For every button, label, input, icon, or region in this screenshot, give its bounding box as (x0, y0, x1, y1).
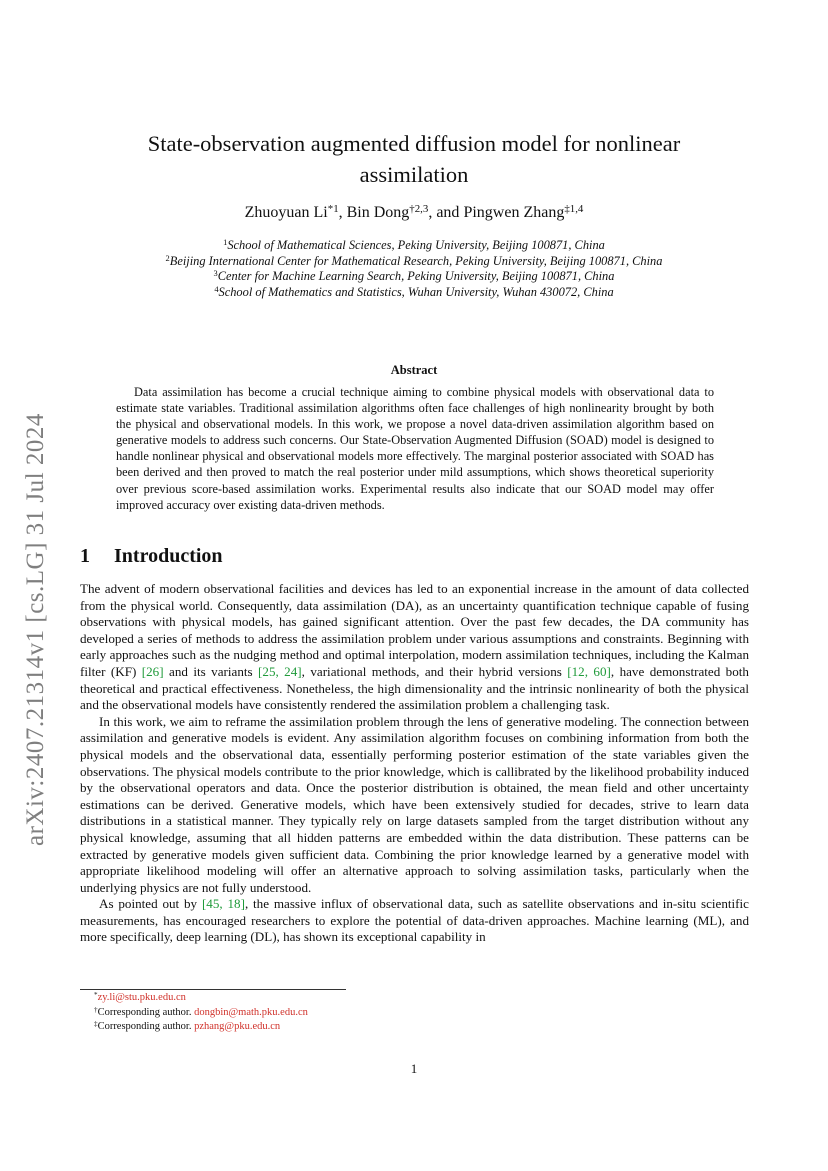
abstract-heading: Abstract (390, 363, 438, 377)
author-name: Zhuoyuan Li (244, 204, 328, 221)
title-line-1: State-observation augmented diffusion model for nonlinear (147, 131, 681, 156)
author-list (100, 204, 728, 222)
footnote-mark: * (94, 990, 98, 999)
body-text (80, 581, 749, 946)
footnotes (94, 991, 308, 1035)
paragraph: In this work, we aim to reframe the assimilation problem through the lens of generative modeling. The connection between assimilation and generative models is evident. Any assimilation algorithm focuses on combining information from both the physical models and the observational data, essentially performing posterior estimation of the state variables given the observations. The physical models contribute to the prior knowledge, which is callibrated by the likelihood probability induced by the observational operators and data. Once the posterior distribution is obtained, the mean field and other uncertainty estimations can be derived. Generative models, which have been extensively studied for decades, strive to learn data distributions in a statistical manner. They typically rely on large datasets sampled from the target distribution without any physical knowledge, assuming that all hidden patterns are embedded within the data distribution. These patterns can be extracted by generative models given sufficient data. Combining the prior knowledge learned by a generative model with appropriate likelihood modeling will offer an alternative approach to solving assimilation tasks, particularly when the underlying physics are not fully understood. (80, 713, 749, 895)
citation-link[interactable]: [12, 60] (567, 663, 611, 679)
affiliation (100, 254, 728, 270)
footnote-mark: ‡ (94, 1019, 98, 1028)
footnote (94, 1006, 308, 1021)
citation-link[interactable]: [25, 24] (258, 663, 302, 679)
author-name: Pingwen Zhang (463, 204, 565, 221)
email-link[interactable]: zy.li@stu.pku.edu.cn (97, 992, 186, 1003)
affiliation (100, 269, 728, 285)
author-name: Bin Dong (346, 204, 410, 221)
affiliation-list (100, 238, 728, 300)
citation-link[interactable]: [45, 18] (201, 896, 245, 912)
affiliation-number: 1 (223, 237, 228, 248)
abstract-text: Data assimilation has become a crucial technique aiming to combine physical models with observational data to estimate state variables. Traditional assimilation algorithms often face challenges of high nonlinearity brought by both the physical and observational models. In this work, we propose a novel data-driven assimilation algorithm based on generative models to address such concerns. Our State-Observation Augmented Diffusion (SOAD) model is designed to handle nonlinear physical and observational models more effectively. The marginal posterior associated with SOAD has been derived and then proved to match the real posterior under mild assumptions, which shows theoretical superiority over previous score-based assimilation works. Experimental results also indicate that our SOAD model may offer improved accuracy over existing data-driven methods. (116, 385, 714, 512)
affiliation-text: Center for Machine Learning Search, Peking University, Beijing 100871, China (217, 269, 615, 284)
author-marks: *1 (327, 203, 339, 216)
affiliation-text: School of Mathematical Sciences, Peking University, Beijing 100871, China (227, 238, 605, 252)
footnote (94, 1020, 308, 1035)
footnote-text: Corresponding author. (97, 1021, 195, 1033)
footnote-mark: † (94, 1005, 98, 1014)
section-heading (80, 545, 223, 568)
author-marks: ‡1,4 (564, 203, 584, 216)
author-marks: †2,3 (409, 203, 429, 216)
paragraph (80, 581, 749, 714)
paragraph-text: , have demonstrated both theoretical and practical effectiveness. Nonetheless, the high dimensionality and the intrinsic nonlinearity of both the physical and the observational models have consistently rendered the assimilation problem a challenging task. (80, 663, 749, 713)
affiliation (100, 285, 728, 301)
section-number: 1 (80, 545, 90, 567)
paragraph-text: , variational methods, and their hybrid versions (301, 663, 568, 679)
paragraph-text: and its variants (163, 663, 259, 679)
affiliation-number: 2 (165, 252, 170, 263)
author-separator: , (338, 204, 347, 221)
paper-title (100, 128, 728, 190)
footnote-text: Corresponding author. (97, 1006, 195, 1018)
affiliation-text: School of Mathematics and Statistics, Wuhan University, Wuhan 430072, China (218, 284, 614, 299)
paragraph-text: As pointed out by (99, 896, 202, 912)
footnote-divider (80, 989, 346, 990)
affiliation-number: 3 (213, 268, 218, 279)
arxiv-stamp: arXiv:2407.21314v1 [cs.LG] 31 Jul 2024 (22, 413, 49, 846)
title-line-2: assimilation (359, 162, 469, 187)
page-number: 1 (410, 1061, 418, 1076)
affiliation-text: Beijing International Center for Mathematical Research, Peking University, Beijing 100871, China (169, 253, 663, 268)
footnote (94, 991, 308, 1006)
section-title: Introduction (114, 545, 223, 567)
email-link[interactable]: pzhang@pku.edu.cn (194, 1021, 281, 1033)
citation-link[interactable]: [26] (141, 663, 164, 679)
paragraph-text: , the massive influx of observational data, such as satellite observations and in-situ scientific measurements, has encouraged researchers to explore the potential of data-driven approaches. Machine learning (ML), and more specifically, deep learning (DL), has shown its exceptional capability in (80, 896, 749, 945)
author-separator: , and (428, 204, 464, 221)
paragraph (80, 896, 749, 946)
email-link[interactable]: dongbin@math.pku.edu.cn (194, 1006, 308, 1018)
paragraph-text: The advent of modern observational facilities and devices has led to an exponential increase in the amount of data collected from the physical world. Consequently, data assimilation (DA), as an uncertainty quantification technique capable of fusing observations with physical models, has gained significant attention. Over the past few decades, the DA community has developed a series of methods to address the assimilation problem under various assumptions and constraints. Beginning with early approaches such as the nudging method and optimal interpolation, modern assimilation techniques, including the Kalman filter (KF) (80, 581, 749, 679)
affiliation-number: 4 (214, 284, 219, 294)
affiliation (100, 238, 728, 254)
